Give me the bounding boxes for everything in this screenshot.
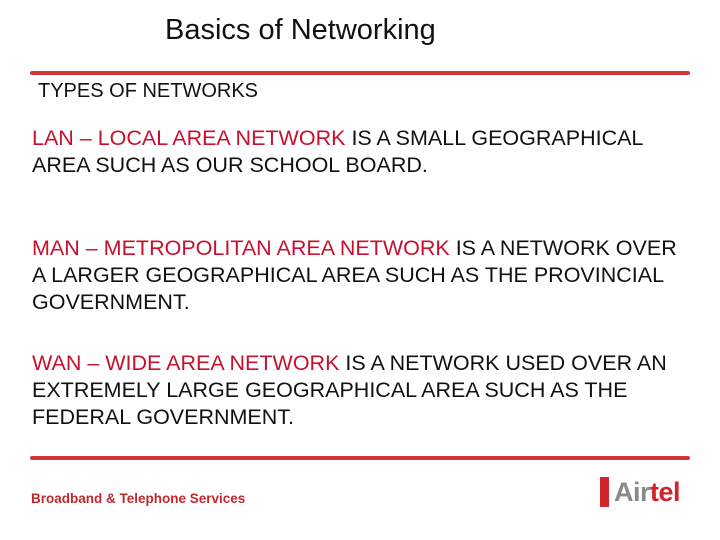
- network-term: LAN – LOCAL AREA NETWORK: [32, 126, 346, 150]
- logo-text: [614, 477, 680, 507]
- logo-text-tel: tel: [650, 477, 681, 507]
- logo-text-air: Air: [614, 477, 651, 507]
- slide-subtitle: TYPES OF NETWORKS: [38, 80, 259, 102]
- network-man: [32, 235, 692, 316]
- airtel-logo: [600, 477, 680, 507]
- network-description: IS A NETWORK OVER A LARGER GEOGRAPHICAL AREA SUCH AS THE PROVINCIAL GOVERNMENT.: [32, 236, 677, 314]
- footer-tagline: Broadband & Telephone Services: [31, 491, 246, 506]
- network-term: MAN – METROPOLITAN AREA NETWORK: [32, 236, 450, 260]
- bottom-divider: [30, 456, 690, 460]
- logo-mark-icon: [600, 477, 609, 507]
- network-wan: [32, 350, 692, 431]
- top-divider: [30, 71, 690, 75]
- network-term: WAN – WIDE AREA NETWORK: [32, 351, 340, 375]
- network-lan: [32, 125, 692, 179]
- network-description: IS A NETWORK USED OVER AN EXTREMELY LARGE GEOGRAPHICAL AREA SUCH AS THE FEDERAL GOVERNMENT.: [32, 351, 667, 429]
- network-description: IS A SMALL GEOGRAPHICAL AREA SUCH AS OUR SCHOOL BOARD.: [32, 126, 643, 177]
- slide-title: Basics of Networking: [165, 14, 436, 46]
